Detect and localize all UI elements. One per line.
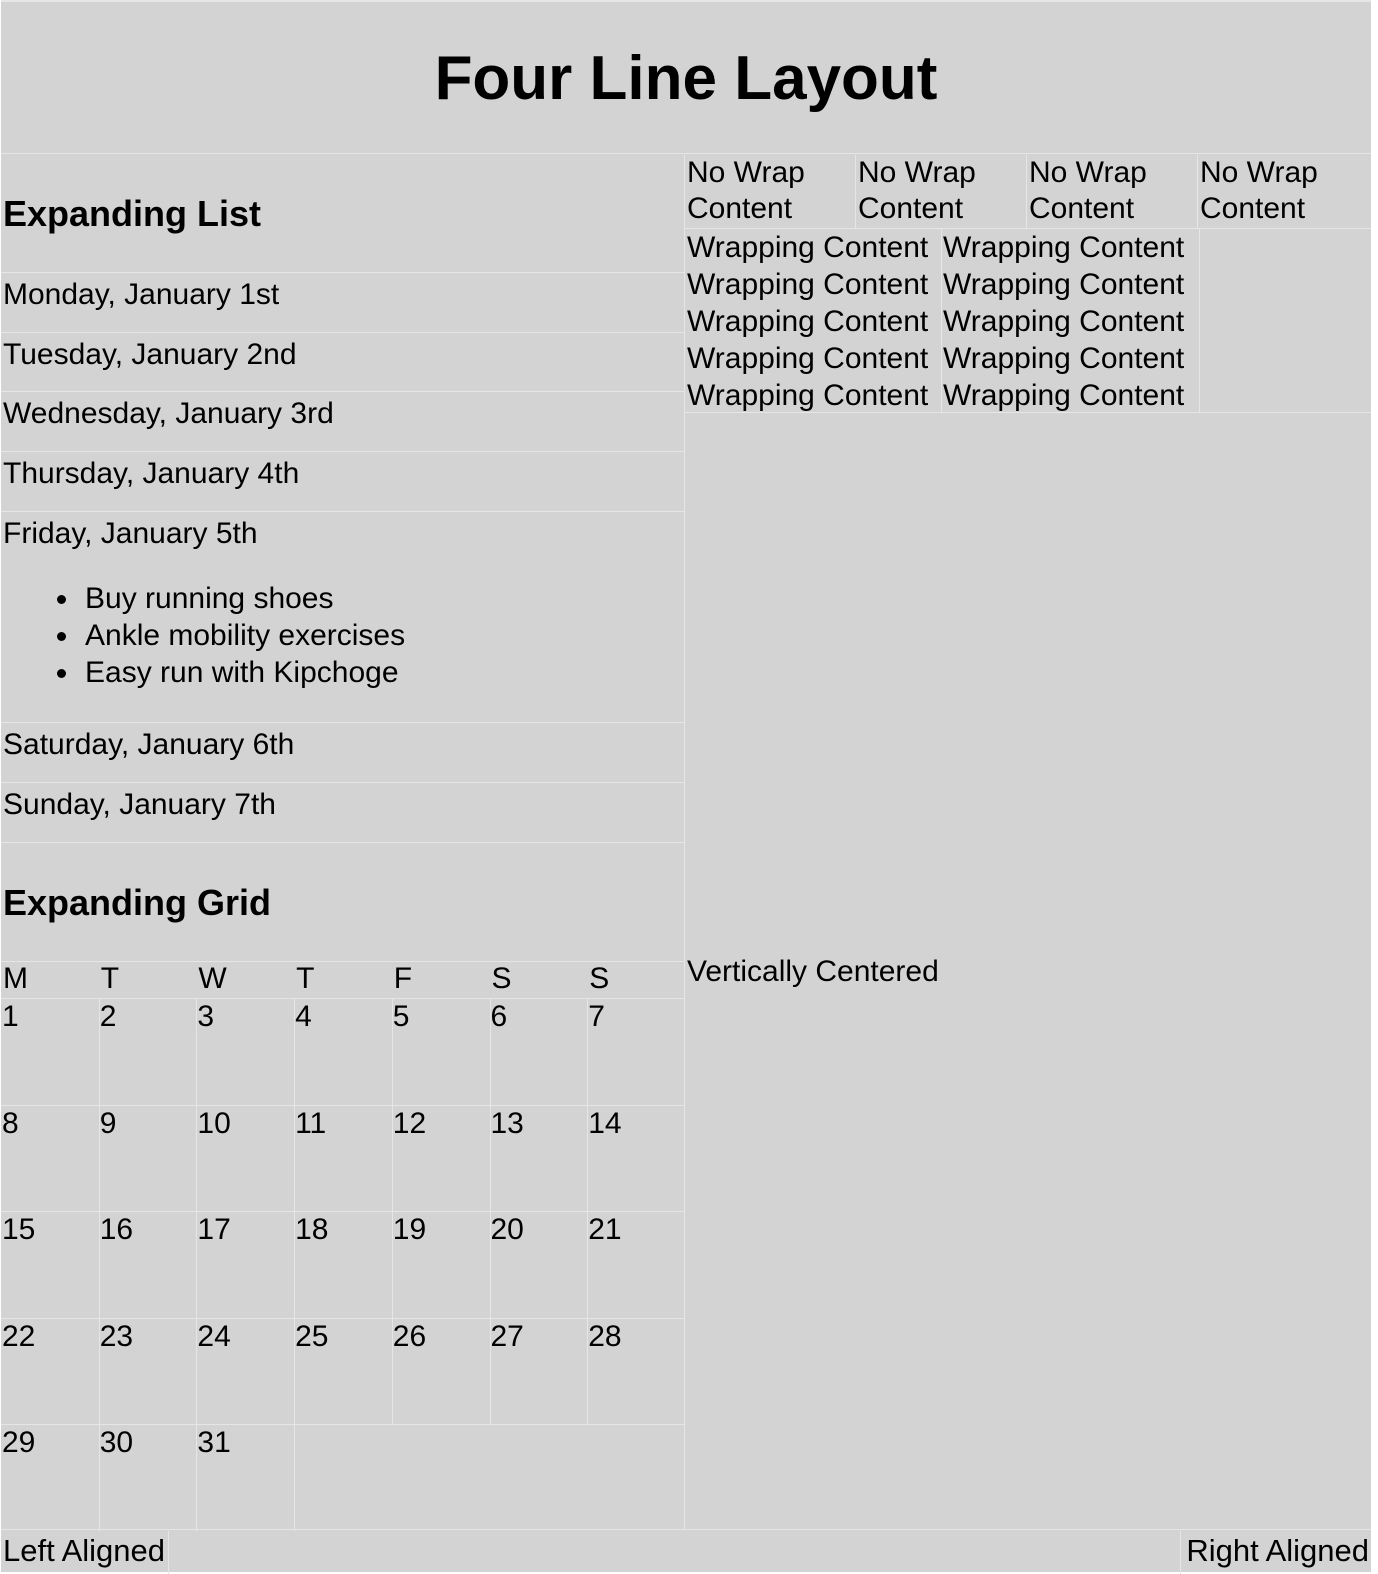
calendar-day: 30 [99, 1426, 134, 1459]
calendar-day: 14 [588, 1106, 622, 1140]
wrapping-item: Wrapping Content [943, 268, 1185, 301]
weekday-header: S [589, 962, 610, 995]
calendar-day: 26 [392, 1319, 427, 1353]
calendar-day: 15 [2, 1213, 36, 1246]
task-item: • Easy run with Kipchoge [81, 654, 405, 691]
task-item: • Ankle mobility exercises [81, 617, 405, 654]
footer-left-edge [168, 1531, 169, 1574]
calendar-day: 16 [99, 1213, 134, 1246]
weekday-header: T [296, 962, 315, 995]
content-panel [685, 155, 1371, 1531]
vertically-centered-label: Vertically Centered [687, 955, 939, 988]
weekday-header: T [100, 962, 120, 995]
list-divider [1, 842, 685, 843]
calendar-day: 22 [2, 1319, 36, 1353]
weekday-header: W [198, 962, 227, 995]
calendar-day: 5 [392, 1000, 410, 1033]
list-item [1, 451, 685, 510]
friday-task-list [49, 580, 405, 691]
calendar-day: 1 [2, 1000, 19, 1033]
calendar-day: 12 [392, 1106, 427, 1140]
no-wrap-divider [685, 228, 1371, 229]
wrapping-col-divider [941, 229, 942, 413]
grid-col-divider [392, 998, 393, 1424]
footer [1, 1531, 1371, 1574]
weekday-header: F [393, 962, 413, 995]
grid-col-divider [490, 998, 491, 1424]
no-wrap-cell: No Wrap Content [1029, 156, 1147, 225]
calendar-day: 17 [197, 1213, 231, 1246]
wrapping-item: Wrapping Content [943, 379, 1185, 412]
calendar-day: 6 [490, 1000, 508, 1033]
footer-right-label: Right Aligned [1186, 1533, 1369, 1568]
calendar-day: 23 [99, 1319, 134, 1353]
page-title: Four Line Layout [434, 44, 938, 113]
list-item [1, 272, 685, 331]
wrapping-item: Wrapping Content [687, 268, 929, 301]
weekday-header: S [491, 962, 512, 995]
grid-row-divider [1, 998, 685, 999]
grid-row-divider [1, 1424, 685, 1425]
no-wrap-col-divider [1197, 155, 1198, 229]
calendar-day: 19 [392, 1213, 427, 1246]
grid-row-divider [1, 1211, 685, 1212]
calendar-day: 31 [197, 1426, 231, 1459]
wrapping-edge [1199, 229, 1200, 413]
list-item [1, 722, 685, 781]
calendar-day: 24 [197, 1319, 231, 1353]
day-label: Monday, January 1st [3, 278, 280, 311]
day-label: Saturday, January 6th [3, 728, 295, 761]
calendar-day: 10 [197, 1106, 231, 1140]
calendar-day: 3 [197, 1000, 215, 1033]
calendar-day: 29 [2, 1426, 36, 1459]
page [1, 0, 1371, 1572]
footer-left-label: Left Aligned [3, 1533, 166, 1568]
weekday-header: M [3, 962, 28, 995]
wrapping-divider [685, 412, 1371, 413]
header-divider [1, 153, 1371, 154]
calendar-day: 2 [99, 1000, 117, 1033]
calendar-day: 27 [490, 1319, 524, 1353]
list-item [1, 782, 685, 841]
calendar-day: 13 [490, 1106, 524, 1140]
wrapping-item: Wrapping Content [943, 305, 1185, 338]
no-wrap-cell: No Wrap Content [858, 156, 976, 225]
calendar-day: 20 [490, 1213, 524, 1246]
list-item [1, 332, 685, 391]
grid-col-divider [587, 998, 588, 1424]
no-wrap-col-divider [1026, 155, 1027, 229]
calendar-day: 8 [2, 1106, 19, 1140]
grid-col-divider [294, 998, 295, 1531]
footer-right-edge [1180, 1531, 1181, 1574]
calendar-day: 28 [588, 1319, 622, 1353]
calendar-day: 18 [295, 1213, 329, 1246]
expanding-grid-heading: Expanding Grid [3, 882, 272, 923]
grid-row-divider [1, 1318, 685, 1319]
day-label: Wednesday, January 3rd [3, 397, 334, 430]
day-label: Sunday, January 7th [3, 788, 276, 821]
no-wrap-cell: No Wrap Content [687, 156, 805, 225]
day-label: Thursday, January 4th [3, 457, 300, 490]
calendar-day: 9 [99, 1106, 117, 1140]
task-item: • Buy running shoes [81, 580, 405, 617]
wrapping-item: Wrapping Content [687, 342, 929, 375]
calendar-day: 7 [588, 1000, 605, 1033]
wrapping-item: Wrapping Content [943, 342, 1185, 375]
list-item [1, 391, 685, 450]
wrapping-item: Wrapping Content [687, 305, 929, 338]
calendar-day: 25 [295, 1319, 329, 1353]
grid-row-divider [1, 1105, 685, 1106]
day-label: Friday, January 5th [3, 517, 258, 550]
expanding-list-panel [1, 155, 685, 1531]
calendar-day: 21 [588, 1213, 622, 1246]
wrapping-item: Wrapping Content [943, 231, 1185, 264]
calendar-day: 4 [295, 1000, 312, 1033]
no-wrap-cell: No Wrap Content [1200, 156, 1318, 225]
expanding-list-heading: Expanding List [3, 193, 262, 234]
calendar-day: 11 [295, 1106, 327, 1140]
no-wrap-col-divider [855, 155, 856, 229]
wrapping-item: Wrapping Content [687, 231, 929, 264]
day-label: Tuesday, January 2nd [3, 338, 297, 371]
wrapping-item: Wrapping Content [687, 379, 929, 412]
